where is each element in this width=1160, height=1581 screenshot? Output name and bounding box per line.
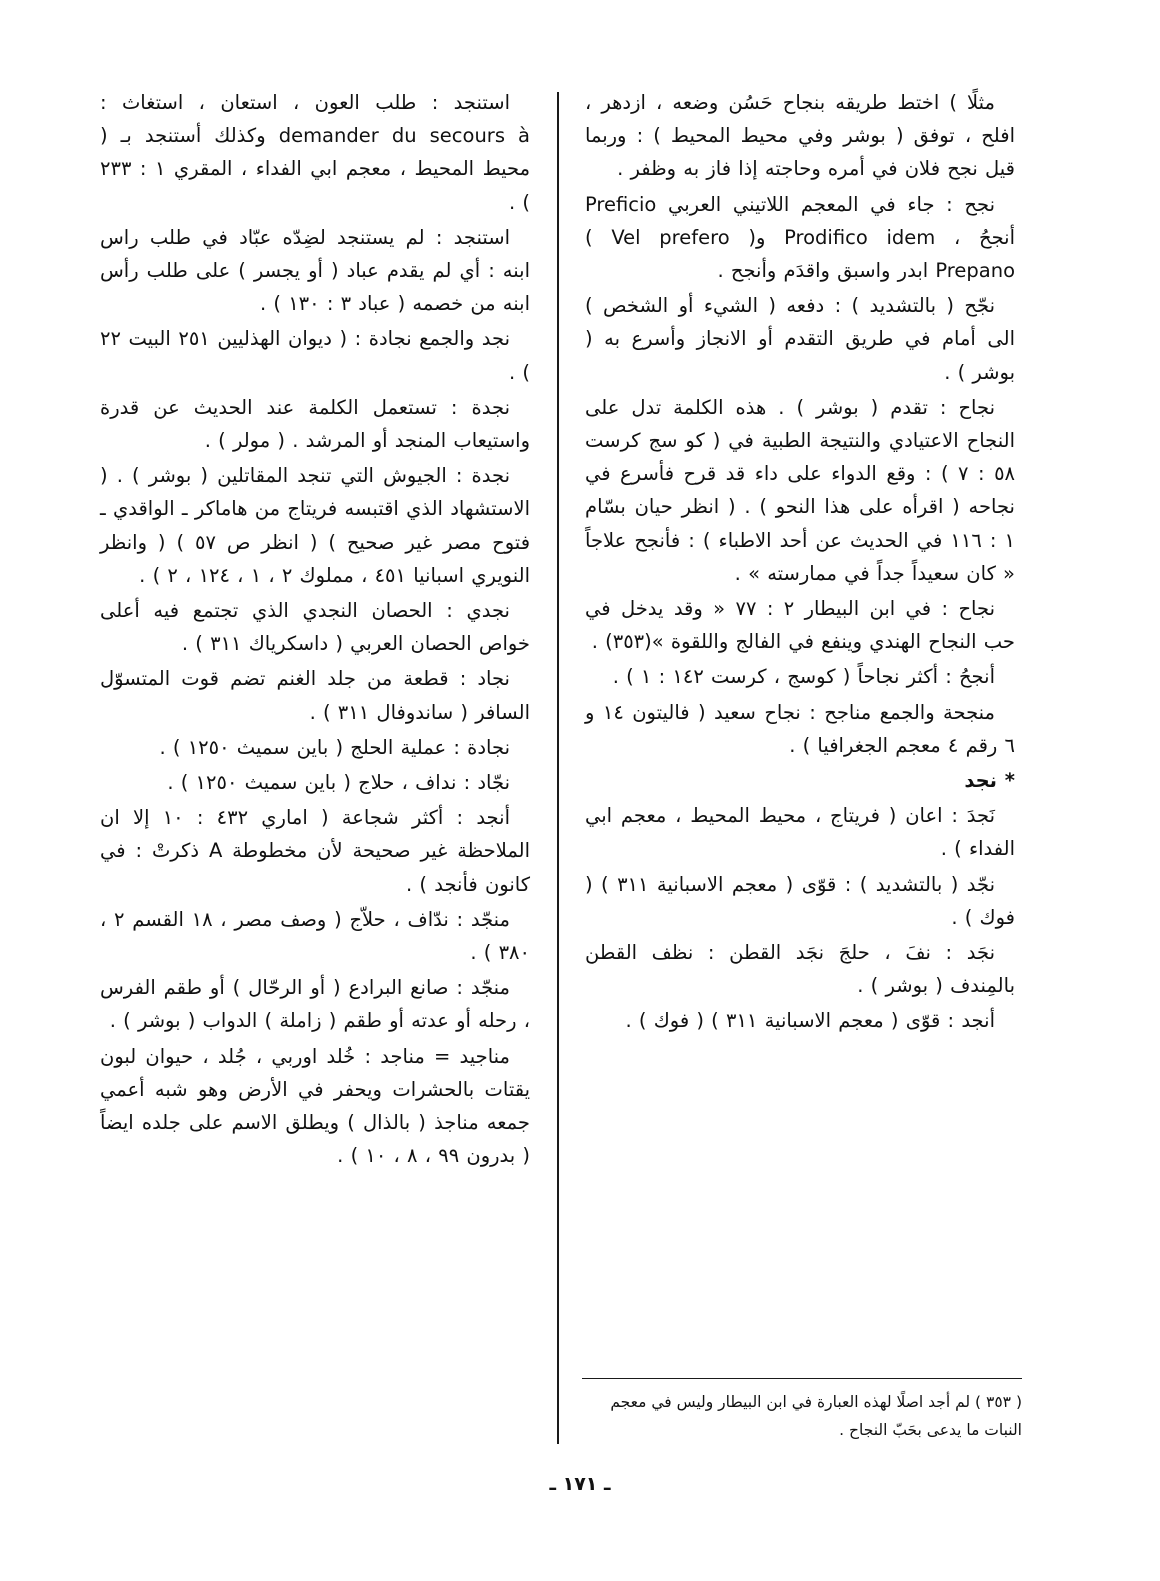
paragraph: أنجحُ : أكثر نجاحاً ( كوسج ، كرست ١٤٢ : ١ ) . — [612, 665, 995, 689]
footnote-rule — [582, 1378, 1022, 1379]
paragraph: نجح : جاء في المعجم اللاتيني العربي Preficio أنجحُ ، Prodifico idem و( Vel prefero ) Prepano ابدر واسبق واقدَم وأنجح . — [585, 192, 1016, 283]
page-number: ـ ١٧١ ـ — [549, 1473, 611, 1495]
paragraph: أنجد : أكثر شجاعة ( اماري ٤٣٢ : ١٠ إلا ان الملاحظة غير صحيحة لأن مخطوطة A ذكرتْ : في كانون فأنجد ) . — [100, 806, 530, 896]
left-column — [100, 86, 530, 1175]
paragraph: منجّد : صانع البرادع ( أو الرحّال ) أو طقم الفرس ، رحله أو عدته أو طقم ( زاملة ) الدواب ( بوشر ) . — [100, 976, 530, 1033]
right-column — [585, 86, 1015, 1040]
paragraph: منجّد : ندّاف ، حلاّج ( وصف مصر ، ١٨ القسم ٢ ، ٣٨٠ ) . — [100, 907, 530, 965]
paragraph: نَجدَ : اعان ( فريتاج ، محيط المحيط ، معجم ابي الفداء ) . — [585, 804, 1015, 861]
paragraph: نجدة : الجيوش التي تنجد المقاتلين ( بوشر ) . ( الاستشهاد الذي اقتبسه فريتاج من هاماكر ـ الواقدي ـ فتوح مصر غير صحيح ) ( انظر ص ٥٧ ) ( وانظر النويري اسبانيا ٤٥١ ، مملوك ٢ ، ١ ، ١٢٤ ، ٢ ) . — [100, 464, 531, 587]
paragraph: نجَد : نفَ ، حلجَ نجَد القطن : نظف القطن بالمِندف ( بوشر ) . — [585, 941, 1015, 998]
paragraph: نجد والجمع نجادة : ( ديوان الهذليين ٢٥١ البيت ٢٢ ) . — [100, 327, 530, 384]
paragraph: نجّح ( بالتشديد ) : دفعه ( الشيء أو الشخص ) الى أمام في طريق التقدم أو الانجاز وأسرع به ( بوشر ) . — [585, 294, 1015, 384]
paragraph: نجدي : الحصان النجدي الذي تجتمع فيه أعلى خواص الحصان العربي ( داسكرياك ٣١١ ) . — [100, 599, 530, 656]
section-heading: * نجد — [964, 769, 1015, 793]
paragraph: منجحة والجمع مناجح : نجاح سعيد ( فاليتون ١٤ و ٦ رقم ٤ معجم الجغرافيا ) . — [585, 700, 1015, 757]
paragraph: نجّاد : نداف ، حلاج ( باين سميث ١٢٥٠ ) . — [167, 771, 510, 795]
column-divider — [557, 92, 559, 1444]
paragraph: مناجيد = مناجد : خُلد اوربي ، جُلد ، حيوان لبون يقتات بالحشرات ويحفر في الأرض وهو شبه أعمي جمعه مناجذ ( بالذال ) ويطلق الاسم على جلده ايضاً ( بدرون ٩٩ ، ٨ ، ١٠ ) . — [100, 1044, 530, 1168]
footnote: ( ٣٥٣ ) لم أجد اصلًا لهذه العبارة في ابن البيطار وليس في معجم النبات ما يدعى بحَبّ النجاح . — [610, 1393, 1022, 1439]
paragraph: نجاح : في ابن البيطار ٢ : ٧٧ « وقد يدخل في حب النجاح الهندي وينفع في الفالج واللقوة »(٣٥٣) . — [585, 597, 1015, 654]
paragraph: أنجد : قوّى ( معجم الاسبانية ٣١١ ) ( فوك ) . — [625, 1009, 995, 1033]
paragraph: استنجد : طلب العون ، استعان ، استغاث : demander du secours à وكذلك أستنجد بـ ( محيط المحيط ، معجم ابي الفداء ، المقري ١ : ٢٣٣ ) . — [100, 91, 531, 214]
paragraph: مثلًا ) اختط طريقه بنجاح حَسُن وضعه ، ازدهر ، افلح ، توفق ( بوشر وفي محيط المحيط ) : وربما قيل نجح فلان في أمره وحاجته إذا فاز به وظفر . — [585, 91, 1015, 181]
paragraph: نجدة : تستعمل الكلمة عند الحديث عن قدرة واستيعاب المنجد أو المرشد . ( مولر ) . — [100, 395, 530, 453]
paragraph: نجّد ( بالتشديد ) : قوّى ( معجم الاسبانية ٣١١ ) ( فوك ) . — [585, 872, 1015, 929]
paragraph: نجاد : قطعة من جلد الغنم تضم قوت المتسوّل السافر ( ساندوفال ٣١١ ) . — [100, 667, 530, 724]
paragraph: استنجد : لم يستنجد لضِدّه عبّاد في طلب راس ابنه : أي لم يقدم عباد ( أو يجسر ) على طلب رأس ابنه من خصمه ( عباد ٣ : ١٣٠ ) . — [100, 225, 530, 316]
paragraph: نجاح : تقدم ( بوشر ) . هذه الكلمة تدل على النجاح الاعتيادي والنتيجة الطبية في ( كو سج كرست ٥٨ : ٧ ) : وقع الدواء على داء قد قرح فأسرع في نجاحه ( اقرأه على هذا النحو ) . ( انظر حيان بسّام ١ : ١١٦ في الحديث عن أحد الاطباء ) : فأنجح علاجاً « كان سعيداً جداً في ممارسته » . — [585, 395, 1016, 585]
paragraph: نجادة : عملية الحلج ( باين سميث ١٢٥٠ ) . — [159, 735, 510, 759]
